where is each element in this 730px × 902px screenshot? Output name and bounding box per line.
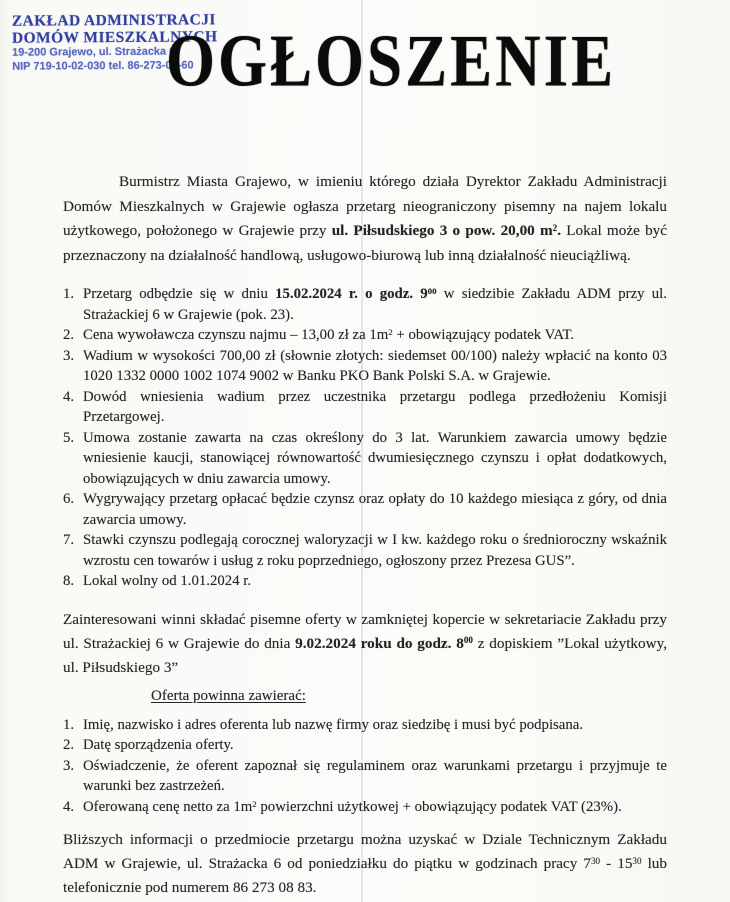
item-text-after: w siedzibie Zakładu ADM przy ul. Strażackiej 6 w Grajewie (pok. 23).: [83, 286, 667, 323]
intro-superscript: 2: [552, 222, 558, 233]
item-number: 4.: [63, 388, 75, 405]
item-text: Imię, nazwisko i adres oferenta lub nazwę firmy oraz siedzibę i musi być podpisana.: [83, 716, 584, 733]
item-number: 1.: [63, 286, 75, 302]
offer-item-3: [63, 756, 667, 797]
item-text: Lokal wolny od 1.01.2024 r.: [83, 573, 252, 589]
terms-list: [63, 284, 667, 592]
footer-superscript-open: 30: [591, 855, 601, 866]
submission-bold-text: 9.02.2024 roku do godz. 8: [295, 634, 464, 652]
item-text: Stawki czynszu podlegają corocznej waloryzacji w I kw. każdego roku o średnioroczny wskaźnik wzrostu cen towarów i usług z roku poprzedniego, ogłoszony przez Prezesa GUS”.: [83, 532, 667, 569]
item-number: 4.: [63, 798, 75, 815]
item-text: Oferowaną cenę netto za 1m: [83, 798, 253, 815]
footer-superscript-close: 30: [632, 855, 642, 866]
intro-paragraph: [63, 170, 667, 268]
footer-text-mid: - 15: [600, 855, 633, 872]
item-text: Oświadczenie, że oferent zapoznał się regulaminem oraz warunkami przetargu i przyjmuje te warunki bez zastrzeżeń.: [83, 757, 667, 794]
term-item-8: [63, 571, 667, 592]
item-number: 8.: [63, 573, 75, 589]
submission-text-after: z dopiskiem ”Lokal użytkowy, ul. Piłsudskiego 3”: [63, 634, 667, 676]
item-superscript: 00: [427, 286, 437, 297]
item-text: Datę sporządzenia oferty.: [83, 737, 234, 753]
term-item-7: [63, 530, 667, 571]
item-number: 2.: [63, 737, 75, 753]
term-item-1: [63, 284, 667, 325]
term-item-5: [63, 428, 667, 490]
item-number: 3.: [63, 757, 75, 774]
submission-bold-deadline: [295, 635, 473, 652]
submission-superscript: 00: [463, 635, 473, 646]
intro-text: Burmistrz Miasta Grajewo, w imieniu którego działa Dyrektor Zakładu Administracji Domów Mieszkalnych w Grajewie ogłasza przetarg nieograniczony pisemny na najem lokalu użytkowego, położonego w Grajewie przy: [63, 173, 667, 239]
item-text-after: powierzchni użytkowej + obowiązujący podatek VAT (23%).: [256, 798, 622, 815]
item-bold-segment: [275, 286, 436, 302]
item-superscript: 2: [252, 798, 257, 809]
contact-info-paragraph: [63, 828, 667, 900]
page-title: OGŁOSZENIE: [166, 19, 617, 102]
offer-item-4: [63, 797, 667, 818]
term-item-6: [63, 489, 667, 530]
term-item-2: [63, 325, 667, 346]
offer-item-1: [63, 715, 667, 736]
intro-bold-period: .: [557, 222, 562, 239]
offer-requirements-heading: Oferta powinna zawierać:: [151, 687, 306, 704]
item-superscript: 2: [388, 327, 393, 338]
stamp-org-name-line2: DOMÓW MIESZKALNYCH: [11, 28, 218, 47]
intro-bold-address: [332, 222, 561, 239]
item-text: Wygrywający przetarg opłacać będzie czynsz oraz opłaty do 10 każdego miesiąca z góry, od dnia zawarcia umowy.: [83, 491, 667, 528]
item-number: 7.: [63, 532, 75, 548]
stamp-address: 19-200 Grajewo, ul. Strażacka 6: [12, 45, 176, 59]
offer-requirements-list: [63, 715, 667, 818]
term-item-3: [63, 346, 667, 387]
submission-paragraph: [63, 608, 667, 680]
item-text: Cena wywoławcza czynszu najmu – 13,00 zł za 1m: [83, 327, 389, 343]
stamp-nip-tel: NIP 719-10-02-030 tel. 86-273-08-60: [12, 58, 194, 73]
item-number: 2.: [63, 327, 75, 343]
item-number: 5.: [63, 429, 75, 446]
item-bold-text: 15.02.2024 r. o godz. 9: [275, 286, 428, 302]
item-number: 3.: [63, 347, 75, 364]
footer-text: Bliższych informacji o przedmiocie przetargu można uzyskać w Dziale Technicznym Zakładu ADM w Grajewie, ul. Strażacka 6 od poniedziałku do piątku w godzinach pracy 7: [63, 831, 667, 872]
term-item-4: [63, 387, 667, 428]
footer-text-after: lub telefonicznie pod numerem 86 273 08 83.: [63, 855, 667, 896]
item-text: Przetarg odbędzie się w dniu: [83, 286, 276, 302]
item-number: 6.: [63, 491, 75, 507]
intro-text-after: Lokal może być przeznaczony na działalność handlową, usługowo-biurową lub inną działalność nieuciążliwą.: [63, 222, 667, 264]
offer-item-2: [63, 735, 667, 756]
item-number: 1.: [63, 716, 75, 733]
intro-bold-text: ul. Piłsudskiego 3 o pow. 20,00 m: [331, 222, 553, 239]
stamp-org-name-line1: ZAKŁAD ADMINISTRACJI: [11, 11, 216, 30]
item-text-after: + obowiązujący podatek VAT.: [392, 327, 575, 343]
submission-text: Zainteresowani winni składać pisemne oferty w zamkniętej kopercie w sekretariacie Zakładu przy ul. Strażackiej 6 w Grajewie do dnia: [63, 610, 667, 652]
item-text: Dowód wniesienia wadium przez uczestnika przetargu podlega przedłożeniu Komisji Przetargowej.: [83, 388, 667, 425]
item-text: Umowa zostanie zawarta na czas określony do 3 lat. Warunkiem zawarcia umowy będzie wniesienie kaucji, stanowiącej równowartość dwumiesięcznego czynszu i opłat dodatkowych, obowiązujących w dniu zawarcia umowy.: [83, 429, 667, 487]
item-text: Wadium w wysokości 700,00 zł (słownie złotych: siedemset 00/100) należy wpłacić na konto 03 1020 1332 0000 1002 1074 9002 w Banku PKO Bank Polski S.A. w Grajewie.: [83, 347, 667, 384]
